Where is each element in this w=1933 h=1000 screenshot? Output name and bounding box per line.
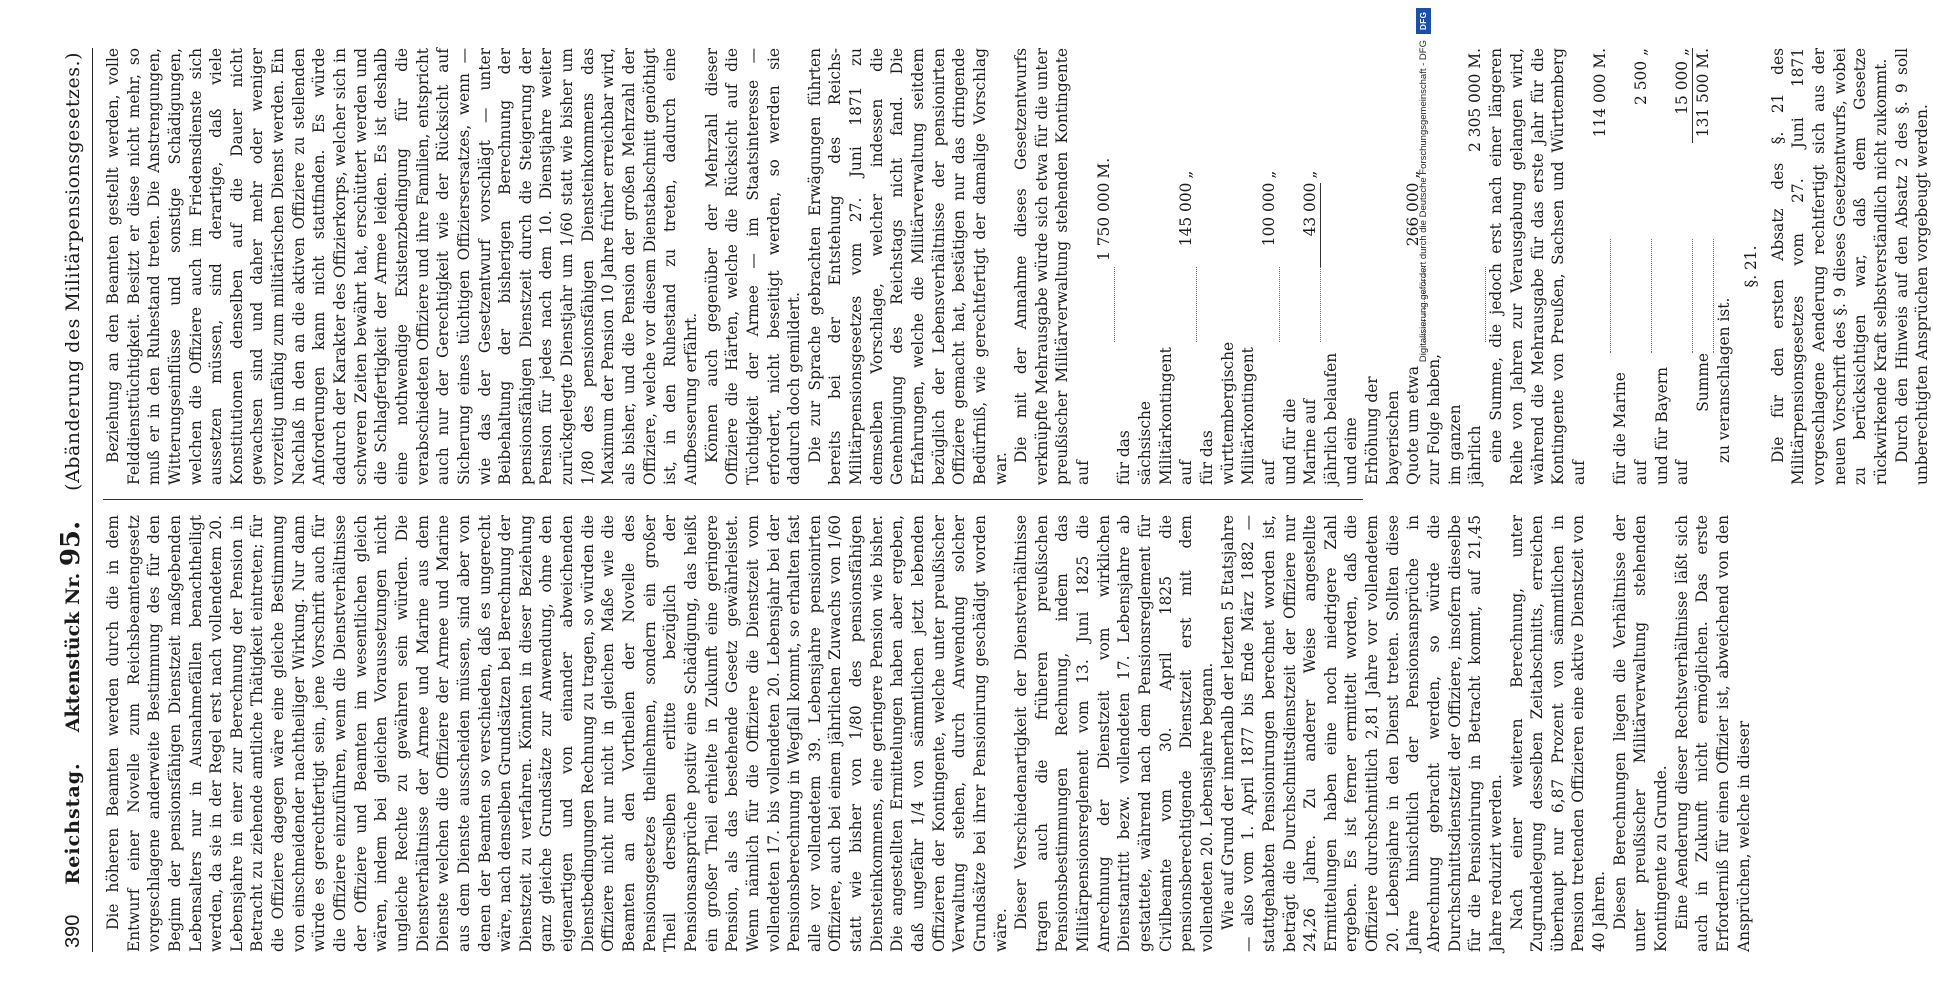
cost-row: [1197, 48, 1280, 485]
column-divider: [103, 499, 1363, 500]
header-left: Reichstag.: [62, 762, 84, 885]
cost-row: [1590, 48, 1611, 485]
paragraph: eine Summe, die jedoch erst nach einer längeren Reihe von Jahren zur Verausgabung gelangen wird, während die Mehrausgabe für das erste Jahr für die Kontingente von Preußen, Sachsen und Württemberg auf: [1487, 48, 1588, 485]
leader-dots: [1590, 239, 1611, 353]
cost-amount: [1652, 48, 1693, 143]
paragraph: Nach einer weiteren Berechnung, unter Zugrundelegung desselben Zeitabschnitts, erreichen überhaupt nur 6,87 Prozent von sämmtlichen in Pension tretenden Offizieren eine aktive Dienstzeit von 40 Jahren.: [1507, 515, 1609, 952]
cost-amount: [1590, 48, 1611, 143]
amount-unit: „: [1672, 48, 1691, 56]
cost-row: [1280, 48, 1321, 485]
paragraph: Können auch gegenüber der Mehrzahl dieser Offiziere die Härten, welche die Rücksicht auf die Tüchtigkeit der Armee — im Staatsinteresse — erfordert, nicht beseitigt werden, so werden sie dadurch doch gemildert.: [702, 48, 804, 485]
digitization-credit: Digitalisierung gefördert durch die Deutsche Forschungsgemeinschaft - DFG: [1417, 40, 1429, 363]
digitization-sidebar: [1414, 0, 1432, 1000]
total-value: 131 500: [1694, 73, 1713, 138]
left-column: [103, 515, 1753, 952]
total-unit: M.: [1466, 48, 1485, 69]
total-unit: M.: [1694, 48, 1713, 69]
paragraph: zu veranschlagen ist.: [1715, 297, 1734, 463]
total-value: 2 305 000: [1466, 73, 1485, 152]
cost-unit: M.: [1094, 157, 1113, 179]
total-amount: [1693, 48, 1714, 143]
total-label: Summe: [1694, 352, 1713, 412]
leader-dots: [1652, 239, 1693, 353]
header-center-prefix: Aktenstück Nr.: [62, 572, 84, 733]
cost-label: [1094, 342, 1115, 485]
leader-dots: [1693, 239, 1714, 353]
leader-dots: [1114, 267, 1197, 342]
total-amount: [1424, 48, 1486, 158]
page-header: [56, 48, 93, 952]
cost-unit: „: [1177, 170, 1196, 179]
cost-amount: 145 000: [1177, 182, 1196, 247]
paragraph: Beziehung an den Beamten gestellt werden, volle Felddiensttüchtigkeit. Besitzt er diese nicht mehr, so muß er in den Ruhestand treten. Die Anstrengungen, Witterungseinflüsse und sonstige Schädigungen, welchen die Offiziere auch im Friedensdienste sich aussetzen müssen, sind derartige, daß viele Konstitutionen denselben auf die Dauer nicht gewachsen sind und daher mehr oder weniger vorzeitig unfähig zum militärischen Dienst werden. Ein Nachlaß in den an die aktiven Offiziere zu stellenden Anforderungen kann nicht stattfinden. Es würde dadurch der Karakter des Offizierkorps, welcher sich in schweren Zeiten bewährt hat, erschüttert werden und die Schlagfertigkeit der Armee leiden. Es ist deshalb eine nothwendige Existenzbedingung für die verabschiedeten Offiziere und ihre Familien, entspricht auch nur der Gerechtigkeit wie der Rücksicht auf Sicherung eines tüchtigen Offiziersersatzes, wenn — wie das der Gesetzentwurf vorschlägt — unter Beibehaltung der bisherigen Berechnung der pensionsfähigen Dienstzeit durch die Steigerung der Pension für jedes nach dem 10. Dienstjahre weiter zurückgelegte Dienstjahr um 1/60 statt wie bisher um 1/80 des pensionsfähigen Diensteinkommens das Maximum der Pension 10 Jahre früher erreichbar wird, als bisher, und die Pension der großen Mehrzahl der Offiziere, welche vor diesem Dienstabschnitt genöthigt ist, in den Ruhestand zu treten, dadurch eine Aufbesserung erfährt.: [104, 48, 700, 485]
total-row: [1424, 48, 1486, 485]
amount-value: 15 000: [1672, 60, 1691, 115]
cost-label: und für die Marine auf: [1280, 398, 1320, 485]
cost-amount: 100 000: [1259, 182, 1278, 247]
leader-dots: [1321, 267, 1424, 342]
cost-label: für das sächsische Militärkontingent auf: [1115, 347, 1196, 485]
cost-label: [1590, 353, 1611, 485]
paragraph: Die höheren Beamten werden durch die in dem Entwurf einer Novelle zum Reichsbeamtengesetz vorgeschlagene anderweite Bestimmung des für den Beginn der pensionsfähigen Dienstzeit maßgebenden Lebensalters nur in Ausnahmefällen benachtheiligt werden, da sie in der Regel erst nach vollendetem 20. Lebensjahre in einer zur Berechnung der Pension in Betracht zu ziehende amtliche Thätigkeit eintreten; für die Offiziere dagegen wäre eine gleiche Bestimmung von einschneidender nachtheiliger Wirkung. Nur dann würde es gerechtfertigt sein, jene Vorschrift auch für die Offiziere einzuführen, wenn die Dienstverhältnisse der Offiziere und Beamten im wesentlichen gleich wären, indem bei gleichen Voraussetzungen nicht ungleiche Rechte zu gewähren sein würden. Die Dienstverhältnisse der Armee und Marine aus dem Dienste welchen die Offiziere der Armee und Marine aus dem Dienste ausscheiden müssen, sind aber von denen der Beamten so verschieden, daß es ungerecht wäre, nach denselben Grundsätzen bei Berechnung der Dienstzeit zu verfahren. Könnten in dieser Beziehung ganz gleiche Grundsätze zur Anwendung, ohne den eigenartigen und von einander abweichenden Dienstbedingungen Rechnung zu tragen, so würden die Offiziere nicht nur nicht in gleichen Maße wie die Beamten an den Vortheilen der Novelle des Pensionsgesetzes theilnehmen, sondern ein großer Theil derselben erlitte bezüglich der Pensionsansprüche positiv eine Schädigung, das heißt ein großer Theil erhielte in Zukunft eine geringere Pension, als das bestehende Gesetz gewährleistet. Wenn nämlich für die Offiziere die Dienstzeit vom vollendeten 17. bis vollendeten 20. Lebensjahr bei der Pensionsberechnung in Wegfall kommt, so erhalten fast alle vor vollendetem 39. Lebensjahre pensionirten Offiziere, auch bei einem jährlichen Zuwachs von 1/60 statt wie bisher von 1/80 des pensionsfähigen Diensteinkommens, eine geringere Pension wie bisher. Die angestellten Ermittelungen haben aber ergeben, daß ungefähr 1/4 von sämmtlichen jetzt lebenden Offizieren der Kontingente, welche unter preußischer Verwaltung stehen, durch Anwendung solcher Grundsätze bei ihrer Pensionirung geschädigt worden wäre.: [104, 515, 1010, 952]
leader-dots: [1424, 267, 1486, 342]
paragraph: Wie auf Grund der innerhalb der letzten 5 Etatsjahre — also vom 1. April 1877 bis Ende März 1882 — stattgehabten Pensionirungen berechnet worden ist, beträgt die Durchschnittsdienstzeit der Offiziere nur 24,26 Jahre. Zu anderer Weise angestellte Ermittelungen haben eine noch niedrigere Zahl ergeben. Es ist ferner ermittelt worden, daß die Offiziere durchschnittlich 2,81 Jahre vor vollendetem 20. Lebensjahre in den Dienst treten. Sollten diese Jahre hinsichtlich der Pensionsansprüche in Abrechnung gebracht werden, so würde die Durchschnittsdienstzeit der Offiziere, insofern dieselbe für die Pensionirung in Betracht kommt, auf 21,45 Jahre reduzirt werden.: [1218, 515, 1505, 952]
document-number: 95.: [56, 520, 86, 567]
header-center: [56, 521, 86, 732]
cost-label: jährlich belaufen und eine Erhöhung der bayerischen Quote um etwa: [1321, 352, 1423, 485]
section-heading: §. 21.: [1742, 245, 1761, 288]
first-year-table: [1590, 48, 1715, 485]
cost-amount: 1 750 000: [1094, 182, 1113, 261]
paragraph: Dieser Verschiedenartigkeit der Dienstverhältnisse tragen auch die früheren preußischen Pensionsbestimmungen Rechnung, indem das Militärpensionsreglement vom 13. Juni 1825 die Anrechnung der Dienstzeit vom wirklichen Dienstantritt bezw. vollendeten 17. Lebensjahre ab gestattete, während nach dem Pensionsreglement für Civilbeamte vom 30. April 1825 die pensionsberechtigende Dienstzeit erst mit dem vollendeten 20. Lebensjahre begann.: [1012, 515, 1216, 952]
cost-unit: „: [1404, 170, 1423, 179]
paragraph: Durch den Hinweis auf den Absatz 2 des §. 9 soll unberechtigten Ansprüchen vorgebeugt werden.: [1892, 48, 1932, 485]
leader-dots: [1280, 267, 1321, 342]
cost-label: und für Bayern auf: [1652, 367, 1692, 485]
header-title: (Abänderung des Militärpensionsgesetzes.): [62, 52, 84, 491]
paragraph: Eine Aenderung dieser Rechtsverhältnisse läßt sich auch in Zukunft nicht ermöglichen. Das erste Erforderniß für einen Offizier ist, abweichend von den Ansprüchen, welche in dieser: [1672, 515, 1753, 952]
leader-dots: [1094, 267, 1115, 342]
total-label: zur Folge haben, im ganzen jährlich: [1425, 353, 1485, 485]
amount-value: 2 500: [1631, 60, 1650, 105]
total-row: [1693, 48, 1714, 485]
cost-row: [1610, 48, 1651, 485]
amount-unit: M.: [1590, 48, 1609, 69]
page-number: 390: [62, 914, 84, 948]
cost-amount: 266 000: [1321, 183, 1424, 267]
cost-row: [1114, 48, 1197, 485]
paragraph: Die für den ersten Absatz des §. 21 des Militärpensionsgesetzes vom 27. Juni 1871 vorgeschlagene Aenderung rechtfertigt sich aus der neuen Vorschrift des §. 9 dieses Gesetzentwurfs, wobei zu berücksichtigen war, daß dem Gesetze rückwirkende Kraft selbstverständlich nicht zukommt.: [1768, 48, 1890, 485]
cost-row: [1652, 48, 1693, 485]
dfg-logo: DFG: [1416, 8, 1431, 34]
cost-unit: „: [1301, 170, 1320, 179]
cost-amount: 43 000: [1300, 182, 1319, 237]
leader-dots: [1197, 267, 1280, 342]
cost-label: für das württembergische Militärkontingent auf: [1197, 341, 1278, 485]
cost-amount: [1610, 48, 1651, 143]
amount-unit: „: [1631, 48, 1650, 56]
leader-dots: [1610, 239, 1651, 353]
cost-row: [1321, 48, 1424, 485]
paragraph: Die zur Sprache gebrachten Erwägungen führten bereits bei der Entstehung des Reichs-Militärpensionsgesetzes vom 27. Juni 1871 zu demselben Vorschlage, welcher indessen die Genehmigung des Reichstags nicht fand. Die Erfahrungen, welche die Militärverwaltung seitdem bezüglich der Lebensverhältnisse der pensionirten Offiziere gemacht hat, bestätigen nur das dringende Bedürfniß, wie gerechtfertigt der damalige Vorschlag war.: [805, 48, 1010, 485]
paragraph: Diesen Berechnungen liegen die Verhältnisse der unter preußischer Militärverwaltung stehenden Kontingente zu Grunde.: [1610, 515, 1671, 952]
amount-value: 114 000: [1590, 73, 1609, 138]
paragraph: Die mit der Annahme dieses Gesetzentwurfs verknüpfte Mehrausgabe würde sich etwa für die unter preußischer Militärverwaltung stehenden Kontingente auf: [1012, 48, 1093, 485]
cost-unit: „: [1259, 170, 1278, 179]
cost-row: [1094, 48, 1115, 485]
cost-label: für die Marine auf: [1611, 372, 1650, 485]
